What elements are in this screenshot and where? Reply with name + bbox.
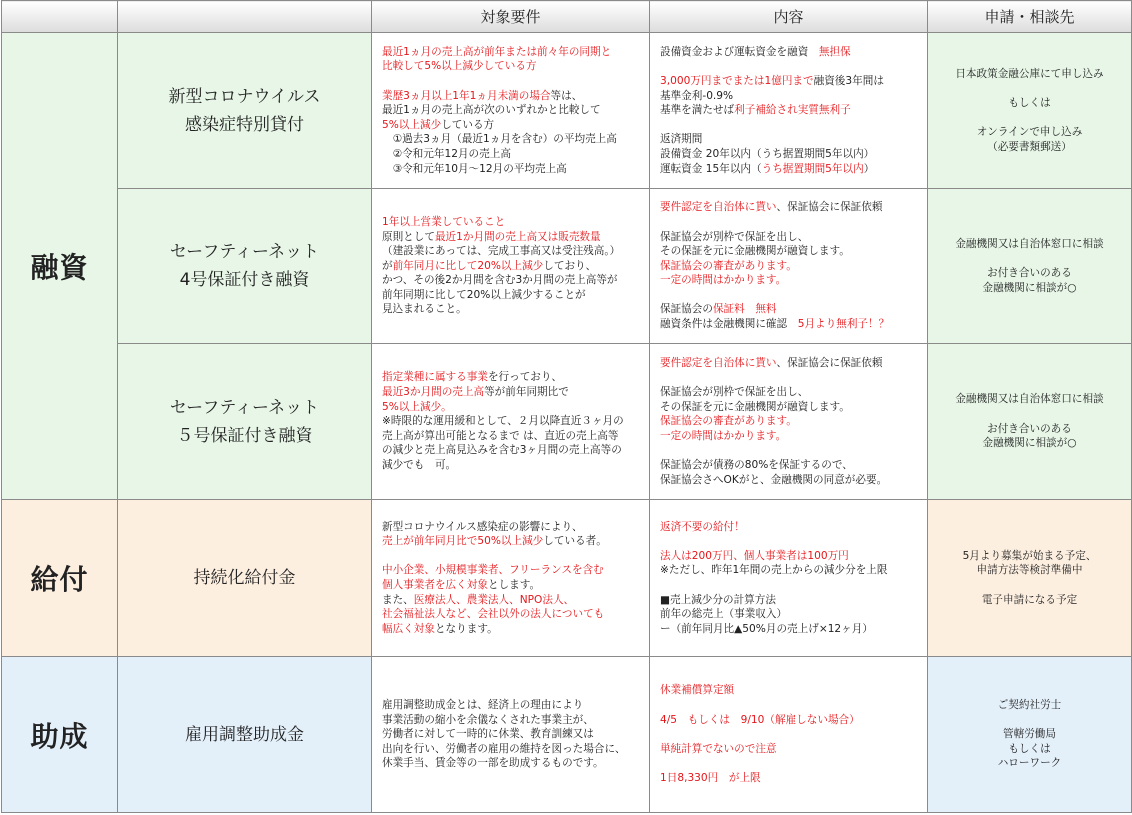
body-text: また、	[382, 593, 414, 606]
body-text: オンラインで申し込み	[976, 126, 1083, 139]
table-row	[2, 500, 1132, 657]
requirements-cell	[372, 344, 650, 500]
text-line	[660, 200, 921, 215]
emphasis-text: 保証料 無料	[712, 303, 777, 316]
body-text: となります。	[434, 622, 498, 635]
text-line	[660, 473, 921, 488]
table-row	[2, 657, 1132, 813]
body-text: ■売上減少分の計算方法	[660, 593, 776, 606]
text-line	[382, 578, 643, 593]
emphasis-text: 最近3か月間の売上高	[382, 386, 485, 399]
text-line	[660, 713, 921, 728]
program-name	[118, 189, 372, 344]
text-line	[932, 111, 1127, 126]
category-subsidy: 助成	[2, 657, 118, 813]
text-line	[660, 698, 921, 713]
text-line	[382, 132, 643, 147]
body-text: もしくは	[1008, 742, 1051, 755]
text-line	[932, 96, 1127, 111]
content-cell	[650, 344, 928, 500]
body-text: ②令和元年12月の売上高	[382, 147, 511, 160]
program-name	[118, 33, 372, 189]
body-text: 前年の総売上（事業収入）	[660, 608, 788, 621]
body-text: 新型コロナウイルス感染症の影響により、	[382, 520, 583, 533]
program-name	[118, 344, 372, 500]
body-text: 休業手当、賃金等の一部を助成するものです。	[382, 757, 604, 770]
text-line	[660, 520, 921, 535]
text-line	[932, 593, 1127, 608]
contact-cell	[928, 189, 1132, 344]
program-name-line: 雇用調整助成金	[185, 724, 304, 745]
text-line	[660, 458, 921, 473]
program-name-line: セーフティーネット	[169, 242, 320, 262]
body-text: ①過去3ヵ月（最近1ヵ月を含む）の平均売上高	[382, 133, 617, 146]
program-name-line: 4号保証付き融資	[179, 270, 310, 290]
body-text: 、保証協会に保証依頼	[776, 356, 883, 369]
text-line	[660, 607, 921, 622]
body-text: 申請方法等検討準備中	[976, 564, 1083, 577]
text-line	[382, 593, 643, 608]
text-line	[660, 103, 921, 118]
emphasis-text: 売上が前年同月比で50%以上減少	[382, 535, 544, 548]
emphasis-text: 5月より無利子！？	[797, 318, 890, 331]
body-text: とします。	[487, 579, 541, 591]
text-line	[660, 147, 921, 162]
body-text: ハローワーク	[997, 757, 1062, 770]
body-text: 金融機関又は自治体窓口に相談	[955, 237, 1104, 250]
emphasis-text: 個人事業者を広く対象	[382, 579, 488, 591]
emphasis-text: 最近1か月間の売上高又は販売数量	[434, 230, 601, 243]
body-text: （建設業にあっては、完成工事高又は受注残高。）	[382, 245, 621, 258]
body-text: 等が前年同期比で	[484, 386, 569, 399]
requirements-cell	[372, 657, 650, 813]
text-line	[382, 414, 643, 429]
body-text: お付き合いのある	[987, 267, 1072, 279]
text-line	[660, 259, 921, 274]
text-line	[932, 237, 1127, 252]
text-line	[660, 563, 921, 578]
text-line	[932, 266, 1127, 281]
support-measures-table	[1, 0, 1132, 813]
text-line	[382, 89, 643, 104]
emphasis-text: 業歴3ヵ月以上1年1ヵ月未満の場合	[382, 89, 551, 102]
header-row	[2, 1, 1132, 33]
emphasis-text: 法人は200万円、個人事業者は100万円	[660, 549, 849, 562]
body-text: かつ、その後2か月間を含む3か月間の売上高等が	[382, 274, 618, 287]
body-text: している者。	[543, 535, 607, 548]
emphasis-text: 前年同月に比して20%以上減少	[392, 259, 544, 272]
text-line	[382, 370, 643, 385]
text-line	[932, 422, 1127, 437]
body-text: ー（前年同月比▲50%月の売上げ×12ヶ月）	[660, 622, 873, 635]
emphasis-text: 一定の時間はかかります。	[660, 429, 787, 442]
header-content: 内容	[650, 1, 928, 33]
text-line	[382, 429, 643, 444]
text-line	[382, 74, 643, 89]
emphasis-text: 要件認定を自治体に貰い	[660, 201, 777, 214]
emphasis-text: 一定の時間はかかります。	[660, 274, 787, 287]
body-text: 金融機関又は自治体窓口に相談	[955, 393, 1104, 406]
body-text: 管轄労働局	[1003, 728, 1056, 741]
body-text: 減少でも 可。	[382, 458, 457, 471]
text-line	[382, 302, 643, 317]
emphasis-text: 保証協会の審査があります。	[660, 259, 797, 272]
text-line	[932, 756, 1127, 771]
text-line	[660, 317, 921, 332]
text-line	[660, 74, 921, 89]
body-text: 融資条件は金融機関に確認	[660, 318, 798, 331]
requirements-cell	[372, 33, 650, 189]
body-text: 保証協会の	[660, 303, 713, 316]
text-line	[382, 385, 643, 400]
content-cell	[650, 657, 928, 813]
text-line	[932, 281, 1127, 296]
text-line	[382, 756, 643, 771]
body-text: 基準金利-0.9%	[660, 89, 734, 102]
text-line	[382, 103, 643, 118]
program-name-line: ５号保証付き融資	[176, 425, 313, 446]
text-line	[382, 520, 643, 535]
emphasis-text: 4/5 もしくは 9/10（解雇しない場合）	[660, 713, 860, 726]
text-line	[382, 742, 643, 757]
emphasis-text: 1年以上営業していること	[382, 215, 506, 228]
text-line	[932, 713, 1127, 728]
body-text: 売上高が算出可能となるまで は、直近の売上高等	[382, 429, 619, 442]
text-line	[382, 563, 643, 578]
text-line	[660, 443, 921, 458]
contact-cell	[928, 33, 1132, 189]
body-text: お付き合いのある	[987, 422, 1072, 435]
body-text: 電子申請になる予定	[981, 593, 1078, 606]
text-line	[932, 578, 1127, 593]
body-text: しており、	[543, 259, 597, 272]
body-text: 見込まれること。	[382, 303, 467, 316]
text-line	[660, 356, 921, 371]
body-text: 保証協会さへOKがと、金融機関の同意が必要。	[660, 473, 888, 486]
text-line	[382, 622, 643, 637]
content-cell	[650, 33, 928, 189]
text-line	[932, 392, 1127, 407]
emphasis-text: 無担保	[818, 45, 851, 58]
emphasis-text: 5%以上減少。	[382, 400, 452, 413]
body-text: ③令和元年10月〜12月の平均売上高	[382, 162, 567, 175]
body-text: 前年同期に比して20%以上減少することが	[382, 288, 586, 301]
text-line	[660, 429, 921, 444]
body-text: 保証協会が別枠で保証を出し、	[660, 386, 809, 399]
body-text: 保証協会が債務の80%を保証するので、	[660, 458, 853, 471]
body-text: 設備資金 20年以内（うち据置期間5年以内）	[660, 147, 875, 160]
text-line	[660, 593, 921, 608]
text-line	[660, 756, 921, 771]
body-text: 、保証協会に保証依頼	[776, 201, 883, 214]
body-text: 原則として	[382, 230, 435, 243]
emphasis-text: 比較して5%以上減少している方	[382, 60, 537, 73]
body-text: その保証を元に金融機関が融資します。	[660, 245, 850, 258]
text-line	[932, 81, 1127, 96]
requirements-cell	[372, 500, 650, 657]
text-line	[660, 727, 921, 742]
text-line	[660, 400, 921, 415]
contact-cell	[928, 657, 1132, 813]
text-line	[660, 683, 921, 698]
text-line	[932, 549, 1127, 564]
text-line	[382, 549, 643, 564]
program-name	[118, 657, 372, 813]
text-line	[382, 534, 643, 549]
text-line	[932, 563, 1127, 578]
text-line	[932, 125, 1127, 140]
program-name-line: セーフティーネット	[169, 397, 320, 418]
emphasis-text: 休業補償算定額	[660, 684, 735, 697]
text-line	[660, 230, 921, 245]
body-text: 5月より募集が始まる予定、	[962, 549, 1097, 562]
body-text: 日本政策金融公庫にて申し込み	[955, 67, 1104, 80]
body-text: 保証協会が別枠で保証を出し、	[660, 230, 809, 243]
emphasis-text: 中小企業、小規模事業者、フリーランスを含む	[382, 564, 604, 577]
header-contact: 申請・相談先	[928, 1, 1132, 33]
body-text: （必要書類郵送）	[987, 140, 1072, 153]
emphasis-text: 保証協会の審査があります。	[660, 415, 797, 428]
text-line	[932, 251, 1127, 266]
text-line	[660, 118, 921, 133]
text-line	[660, 549, 921, 564]
emphasis-text: 幅広く対象	[382, 622, 435, 635]
text-line	[660, 45, 921, 60]
program-name-line: 持続化給付金	[193, 568, 296, 588]
text-line	[660, 244, 921, 259]
text-line	[660, 132, 921, 147]
text-line	[660, 89, 921, 104]
content-cell	[650, 189, 928, 344]
text-line	[382, 215, 643, 230]
body-text: ※時限的な運用緩和として、２月以降直近３ヶ月の	[382, 415, 624, 428]
text-line	[932, 436, 1127, 451]
body-text: の減少と売上高見込みを含む3ヶ月間の売上高等の	[382, 444, 622, 457]
emphasis-text: 返済不要の給付！	[660, 520, 745, 533]
category-grant: 給付	[2, 500, 118, 657]
body-text: が	[382, 259, 393, 272]
body-text: ）	[863, 162, 875, 175]
text-line	[660, 59, 921, 74]
text-line	[660, 288, 921, 303]
emphasis-text: 3,000万円までまたは1億円まで	[660, 75, 814, 88]
text-line	[382, 607, 643, 622]
text-line	[932, 67, 1127, 82]
text-line	[382, 458, 643, 473]
text-line	[660, 622, 921, 637]
requirements-cell	[372, 189, 650, 344]
text-line	[660, 534, 921, 549]
table-row	[2, 33, 1132, 189]
body-text: ※ただし、昨年1年間の売上からの減少分を上限	[660, 564, 888, 577]
text-line	[932, 727, 1127, 742]
body-text: している方	[441, 118, 495, 131]
text-line	[932, 407, 1127, 422]
text-line	[660, 578, 921, 593]
table-row	[2, 344, 1132, 500]
body-text: 返済期間	[660, 133, 703, 146]
header-blank-program	[118, 1, 372, 33]
body-text: 融資後3年間は	[813, 75, 884, 88]
body-text: 等は、	[550, 89, 583, 102]
contact-cell	[928, 344, 1132, 500]
text-line	[382, 230, 643, 245]
body-text: 最近1ヵ月の売上高が次のいずれかと比較して	[382, 104, 601, 117]
emphasis-text: 医療法人、農業法人、NPO法人、	[413, 593, 575, 606]
text-line	[382, 273, 643, 288]
emphasis-text: 単純計算でないので注意	[660, 742, 777, 755]
body-text: 金融機関に相談が○	[982, 281, 1077, 294]
text-line	[660, 742, 921, 757]
text-line	[382, 259, 643, 274]
emphasis-text: うち据置期間5年以内	[761, 162, 864, 175]
emphasis-text: 要件認定を自治体に貰い	[660, 356, 777, 369]
text-line	[660, 273, 921, 288]
content-cell	[650, 500, 928, 657]
program-name-line: 新型コロナウイルス	[168, 86, 321, 107]
text-line	[932, 742, 1127, 757]
text-line	[660, 302, 921, 317]
body-text: 労働者に対して一時的に休業、教育訓練又は	[382, 728, 594, 741]
text-line	[660, 414, 921, 429]
text-line	[660, 771, 921, 786]
program-name	[118, 500, 372, 657]
emphasis-text: 1日8,330円 が上限	[660, 771, 761, 784]
program-name-line: 感染症特別貸付	[185, 114, 304, 135]
text-line	[382, 147, 643, 162]
emphasis-text: 利子補給され実質無利子	[734, 104, 851, 117]
text-line	[660, 385, 921, 400]
text-line	[382, 698, 643, 713]
emphasis-text: 最近1ヵ月の売上高が前年または前々年の同期と	[382, 45, 612, 58]
body-text: その保証を元に金融機関が融資します。	[660, 400, 850, 413]
body-text: 金融機関に相談が○	[982, 437, 1077, 450]
text-line	[932, 698, 1127, 713]
text-line	[382, 443, 643, 458]
category-loan: 融資	[2, 33, 118, 500]
body-text: 基準を満たせば	[660, 104, 735, 117]
emphasis-text: 5%以上減少	[382, 118, 442, 131]
header-requirements: 対象要件	[372, 1, 650, 33]
body-text: を行っており、	[487, 371, 563, 384]
body-text: 運転資金 15年以内（	[660, 162, 762, 175]
text-line	[382, 727, 643, 742]
header-blank-category	[2, 1, 118, 33]
emphasis-text: 指定業種に属する事業	[382, 371, 488, 384]
body-text: 事業活動の縮小を余儀なくされた事業主が、	[382, 713, 594, 726]
text-line	[382, 288, 643, 303]
body-text: 出向を行い、労働者の雇用の維持を図った場合に、	[382, 742, 626, 755]
body-text: ご契約社労士	[997, 699, 1062, 712]
text-line	[382, 59, 643, 74]
body-text: 設備資金および運転資金を融資	[660, 45, 819, 58]
text-line	[382, 713, 643, 728]
text-line	[660, 162, 921, 177]
text-line	[660, 215, 921, 230]
text-line	[382, 45, 643, 60]
text-line	[382, 162, 643, 177]
text-line	[932, 140, 1127, 155]
emphasis-text: 社会福祉法人など、会社以外の法人についても	[382, 608, 605, 621]
text-line	[382, 244, 643, 259]
text-line	[382, 118, 643, 133]
text-line	[382, 400, 643, 415]
table-row	[2, 189, 1132, 344]
body-text: 雇用調整助成金とは、経済上の理由により	[382, 699, 584, 712]
body-text: もしくは	[1008, 96, 1051, 109]
contact-cell	[928, 500, 1132, 657]
text-line	[660, 370, 921, 385]
